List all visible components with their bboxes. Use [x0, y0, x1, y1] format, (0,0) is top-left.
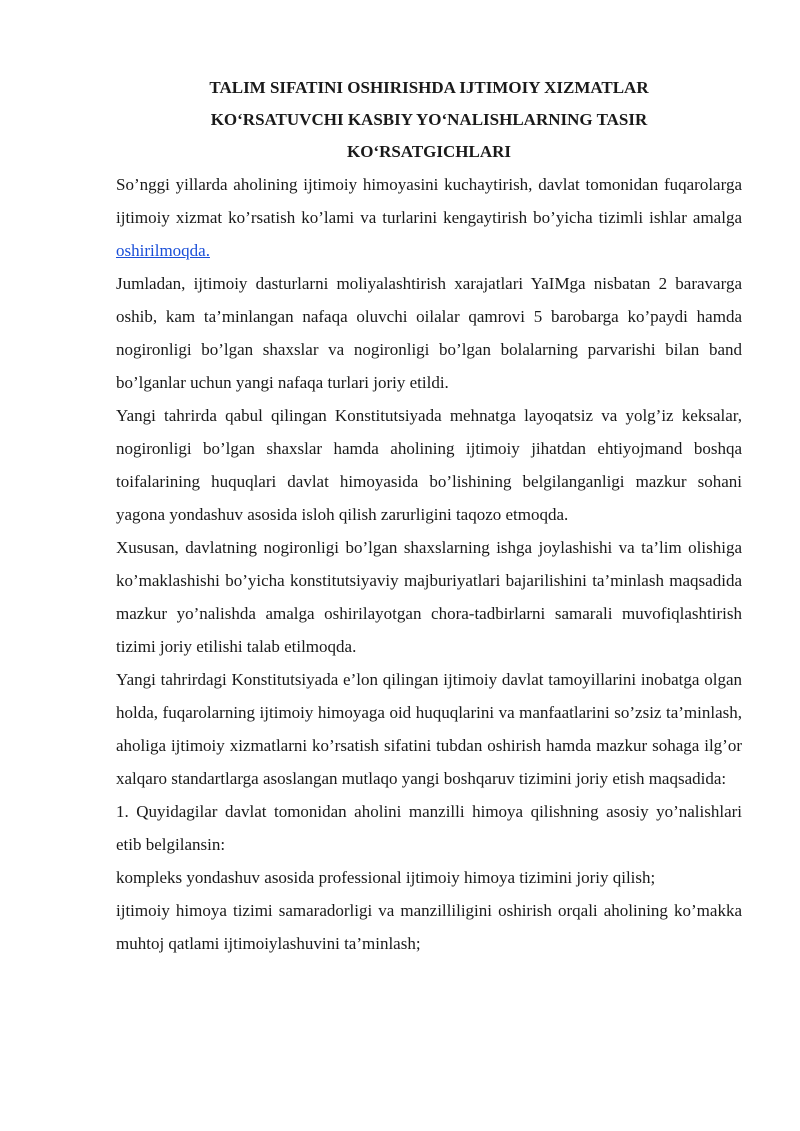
paragraph-1-link[interactable]: oshirilmoqda. — [116, 241, 210, 260]
title-line-2: KO‘RSATUVCHI KASBIY YO‘NALISHLARNING TASIR — [210, 110, 648, 129]
paragraph-1 — [116, 168, 742, 267]
document-title — [116, 72, 742, 168]
title-line-1: TALIM SIFATINI OSHIRISHDA IJTIMOIY XIZMATLAR — [209, 78, 649, 97]
list-item: kompleks yondashuv asosida professional ijtimoiy himoya tizimini joriy qilish; — [116, 868, 656, 887]
document-page — [116, 72, 742, 960]
paragraph-3: Yangi tahrirda qabul qilingan Konstitutsiyada mehnatga layoqatsiz va yolg’iz keksalar, nogironligi bo’lgan shaxslar hamda aholining ijtimoiy jihatdan ehtiyojmand boshqa toifalarining huquqlari davlat himoyasida bo’lishining belgilanganligi mazkur sohani yagona yondashuv asosida isloh qilish zarurligini taqozo etmoqda. — [116, 406, 742, 524]
title-line-3: KO‘RSATGICHLARI — [346, 142, 512, 161]
paragraph-1-text: So’nggi yillarda aholining ijtimoiy himoyasini kuchaytirish, davlat tomonidan fuqarolarga ijtimoiy xizmat ko’rsatish ko’lami va turlarini kengaytirish bo’yicha tizimli ishlar amalga — [116, 175, 742, 227]
paragraph-2: Jumladan, ijtimoiy dasturlarni moliyalashtirish xarajatlari YaIMga nisbatan 2 baravarga oshib, kam ta’minlangan nafaqa oluvchi oilalar qamrovi 5 barobarga ko’paydi hamda nogironligi bo’lgan shaxslar va nogironligi bo’lgan bolalarning parvarishi bilan band bo’lganlar uchun yangi nafaqa turlari joriy etildi. — [116, 274, 742, 392]
numbered-item-1: 1. Quyidagilar davlat tomonidan aholini manzilli himoya qilishning asosiy yo’nalishlari etib belgilansin: — [116, 802, 742, 854]
list-item: ijtimoiy himoya tizimi samaradorligi va manzilliligini oshirish orqali aholining ko’makka muhtoj qatlami ijtimoiylashuvini ta’minlash; — [116, 901, 742, 953]
paragraph-4: Xususan, davlatning nogironligi bo’lgan shaxslarning ishga joylashishi va ta’lim olishiga ko’maklashishi bo’yicha konstitutsiyaviy majburiyatlari bajarilishini ta’minlash maqsadida mazkur yo’nalishda amalga oshirilayotgan chora-tadbirlarni samarali muvofiqlashtirish tizimi joriy etilishi talab etilmoqda. — [116, 538, 742, 656]
paragraph-5: Yangi tahrirdagi Konstitutsiyada e’lon qilingan ijtimoiy davlat tamoyillarini inobatga olgan holda, fuqarolarning ijtimoiy himoyaga oid huquqlarini va manfaatlarini so’zsiz ta’minlash, aholiga ijtimoiy xizmatlarni ko’rsatish sifatini tubdan oshirish hamda mazkur sohaga ilg’or xalqaro standartlarga asoslangan mutlaqo yangi boshqaruv tizimini joriy etish maqsadida: — [116, 670, 742, 788]
